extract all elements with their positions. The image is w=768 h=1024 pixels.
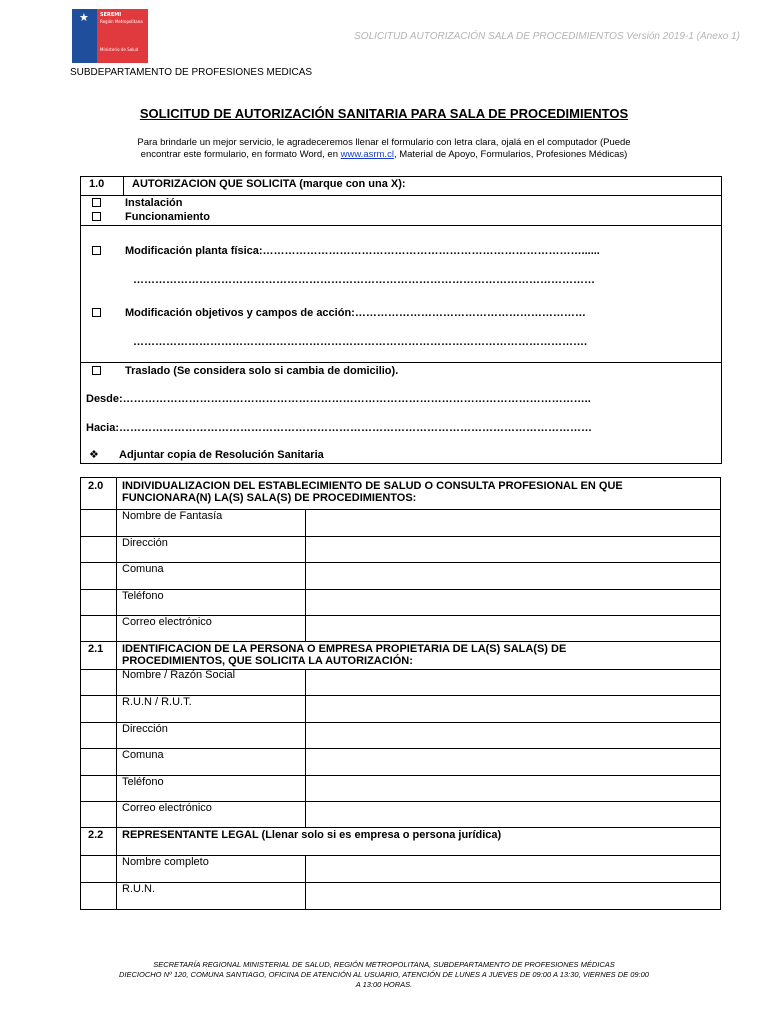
field-input-telefono[interactable] bbox=[306, 590, 718, 614]
field-label-telefono: Teléfono bbox=[122, 590, 164, 602]
section-2-heading-line-2: FUNCIONARA(N) LA(S) SALA(S) DE PROCEDIMIENTOS: bbox=[122, 492, 417, 504]
seremi-logo bbox=[72, 9, 148, 63]
intro-text bbox=[110, 137, 658, 161]
checkbox-modificacion-planta[interactable] bbox=[92, 246, 101, 255]
field-input-run[interactable] bbox=[306, 883, 718, 908]
hacia-field[interactable]: Hacia:………………………………………………………………………………………………………………… bbox=[86, 422, 593, 434]
field-label-run-rut: R.U.N / R.U.T. bbox=[122, 696, 192, 708]
intro-line-2-end: , Material de Apoyo, Formularios, Profesiones Médicas) bbox=[393, 149, 628, 160]
checkbox-instalacion[interactable] bbox=[92, 198, 101, 207]
field-input-correo-propietario[interactable] bbox=[306, 802, 718, 826]
adjuntar-note: Adjuntar copia de Resolución Sanitaria bbox=[119, 449, 324, 461]
checkbox-traslado[interactable] bbox=[92, 366, 101, 375]
section-1-box bbox=[80, 176, 722, 464]
section-2-table bbox=[80, 477, 721, 910]
field-label-correo: Correo electrónico bbox=[122, 616, 212, 628]
section-1-number: 1.0 bbox=[89, 178, 105, 190]
intro-line-1: Para brindarle un mejor servicio, le agradeceremos llenar el formulario con letra clara, ojalá en el computador (Puede bbox=[137, 137, 631, 148]
field-input-comuna[interactable] bbox=[306, 563, 718, 588]
section-1-heading: AUTORIZACION QUE SOLICITA (marque con una X): bbox=[132, 178, 406, 190]
footer-line-2: DIECIOCHO Nº 120, COMUNA SANTIAGO, OFICINA DE ATENCIÓN AL USUARIO, ATENCIÓN DE LUNES A JUEVES DE 09:00 A 13:30, VIERNES DE 09:00 bbox=[119, 970, 649, 979]
section-2-2-number: 2.2 bbox=[88, 829, 104, 841]
footer-line-1: SECRETARÍA REGIONAL MINISTERIAL DE SALUD, REGIÓN METROPOLITANA, SUBDEPARTAMENTO DE PROFESIONES MÉDICAS bbox=[153, 960, 615, 969]
section-2-1-heading-line-2: PROCEDIMIENTOS, QUE SOLICITA LA AUTORIZACIÓN: bbox=[122, 655, 413, 667]
section-2-1-number: 2.1 bbox=[88, 643, 104, 655]
logo-blue-block bbox=[72, 9, 97, 63]
field-input-correo[interactable] bbox=[306, 616, 718, 640]
intro-line-2 bbox=[110, 149, 658, 161]
field-label-direccion: Dirección bbox=[122, 537, 168, 549]
intro-line-2-start: encontrar este formulario, en formato Word, en bbox=[140, 149, 341, 160]
section-2-number: 2.0 bbox=[88, 480, 104, 492]
field-label-telefono-propietario: Teléfono bbox=[122, 776, 164, 788]
field-label-nombre-razon-social: Nombre / Razón Social bbox=[122, 669, 236, 681]
checkbox-modificacion-objetivos[interactable] bbox=[92, 308, 101, 317]
section-2-1-heading-line-1: IDENTIFICACION DE LA PERSONA O EMPRESA PROPIETARIA DE LA(S) SALA(S) DE bbox=[122, 643, 567, 655]
field-input-telefono-propietario[interactable] bbox=[306, 776, 718, 800]
document-reference: SOLICITUD AUTORIZACIÓN SALA DE PROCEDIMIENTOS Versión 2019-1 (Anexo 1) bbox=[354, 31, 740, 42]
field-label-correo-propietario: Correo electrónico bbox=[122, 802, 212, 814]
subdepartment-label: SUBDEPARTAMENTO DE PROFESIONES MEDICAS bbox=[70, 67, 313, 78]
star-icon: ★ bbox=[79, 12, 89, 24]
logo-line-2: Región Metropolitana bbox=[100, 19, 143, 24]
option-funcionamiento: Funcionamiento bbox=[125, 211, 210, 223]
option-modificacion-planta[interactable]: Modificación planta física:……………………………………………………………………………...... bbox=[125, 245, 600, 257]
field-label-nombre-fantasia: Nombre de Fantasía bbox=[122, 510, 223, 522]
section-2-heading-line-1: INDIVIDUALIZACION DEL ESTABLECIMIENTO DE SALUD O CONSULTA PROFESIONAL EN QUE bbox=[122, 480, 623, 492]
section-2-2-heading: REPRESENTANTE LEGAL (Llenar solo si es empresa o persona jurídica) bbox=[122, 829, 502, 841]
field-input-nombre-fantasia[interactable] bbox=[306, 510, 718, 535]
field-input-direccion[interactable] bbox=[306, 537, 718, 561]
logo-line-3: Ministerio de Salud bbox=[100, 47, 139, 52]
checkbox-funcionamiento[interactable] bbox=[92, 212, 101, 221]
field-label-comuna: Comuna bbox=[122, 563, 164, 575]
field-label-nombre-completo: Nombre completo bbox=[122, 856, 209, 868]
footer-line-3: A 13:00 HORAS. bbox=[355, 980, 413, 989]
diamond-bullet-icon: ❖ bbox=[89, 449, 99, 461]
field-label-direccion-propietario: Dirección bbox=[122, 723, 168, 735]
field-input-run-rut[interactable] bbox=[306, 696, 718, 721]
option-modificacion-objetivos[interactable]: Modificación objetivos y campos de acción:……………………………………………………… bbox=[125, 307, 586, 319]
field-label-run: R.U.N. bbox=[122, 883, 155, 895]
field-label-comuna-propietario: Comuna bbox=[122, 749, 164, 761]
logo-red-block bbox=[97, 9, 148, 63]
field-input-nombre-razon-social[interactable] bbox=[306, 670, 718, 694]
objetivos-fill-line[interactable]: ……………………………………………………………………………………………………………. bbox=[133, 336, 588, 348]
option-traslado: Traslado (Se considera solo si cambia de domicilio). bbox=[125, 365, 399, 377]
field-input-comuna-propietario[interactable] bbox=[306, 749, 718, 774]
desde-field[interactable]: Desde:……………………………………………………………………………………………………………….. bbox=[86, 393, 591, 405]
planta-fill-line[interactable]: ……………………………………………………………………………………………………………… bbox=[133, 274, 595, 286]
field-input-direccion-propietario[interactable] bbox=[306, 723, 718, 747]
footer bbox=[40, 960, 728, 990]
page-title: SOLICITUD DE AUTORIZACIÓN SANITARIA PARA SALA DE PROCEDIMIENTOS bbox=[139, 106, 629, 121]
logo-line-1: SEREMI bbox=[100, 12, 122, 18]
asrm-link[interactable]: www.asrm.cl bbox=[340, 149, 394, 160]
field-input-nombre-completo[interactable] bbox=[306, 856, 718, 881]
option-instalacion: Instalación bbox=[125, 197, 183, 209]
